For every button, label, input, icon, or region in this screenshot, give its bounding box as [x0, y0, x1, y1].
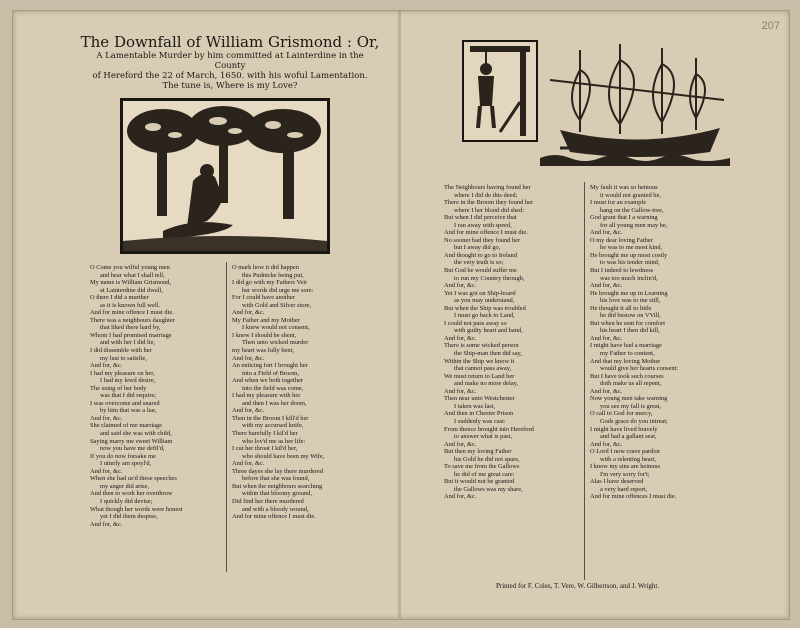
verse-line: She claimed of me marriage: [90, 422, 163, 430]
verse-line: yet I did them despise,: [100, 513, 158, 521]
verse-line: where I did do this deed;: [454, 191, 518, 199]
title-tune: The tune is, Where is my Love?: [162, 81, 298, 91]
verse-line: And for, &c.: [90, 414, 123, 422]
printer-imprint: Printed for F. Coles, T. Vere, W. Gilbertson, and J. Wright.: [496, 582, 660, 590]
verse-line: O Come you wilful young men: [90, 264, 170, 271]
verse-line: Now young men take warning: [590, 395, 668, 403]
verse-line: My name is William Grismond,: [90, 279, 172, 287]
verse-line: I had my pleasure on her,: [90, 369, 155, 377]
verse-line: And for, &c.: [444, 334, 477, 342]
verse-line: as it is known full well.: [100, 301, 160, 309]
verse-line: My fault it was so heinous: [590, 184, 658, 191]
verse-line: God grant that I a warning: [590, 214, 658, 222]
verse-column-2: [232, 264, 382, 521]
verse-line: that liked there hard by,: [100, 324, 161, 332]
verse-line: who should have been my Wife,: [242, 452, 325, 460]
verse-line: with a relenting heart,: [600, 455, 657, 463]
verse-line: his heart I then did kill,: [600, 327, 660, 335]
verse-line: Whom I had promised marriage: [90, 331, 172, 339]
verse-line: and then I was her doom,: [242, 399, 307, 407]
verse-line: And for mine offence I must die.: [444, 229, 528, 237]
verse-line: And for mine offence I must die.: [90, 309, 174, 317]
verse-line: O Lord I now crave pardon: [590, 448, 660, 456]
verse-line: From thence brought into Hereford: [444, 425, 534, 433]
verse-line: But God he would suffer me: [444, 267, 517, 275]
verse-line: with my accursed knife,: [242, 422, 304, 430]
verse-line: and had a gallant seat,: [600, 433, 657, 441]
verse-line: my anger did arise,: [100, 482, 149, 490]
verse-line: When she had us'd these speeches: [90, 475, 177, 483]
verse-line: I must for an example: [590, 199, 647, 207]
verse-line: But I indeed to lewdness: [590, 267, 654, 275]
verse-line: And when we both together: [232, 377, 303, 385]
verse-line: And for, &c.: [232, 354, 265, 362]
verse-line: For I could have another: [232, 294, 295, 302]
verse-line: I taken was last,: [454, 402, 496, 410]
verse-line: O call to God for mercy,: [590, 410, 653, 418]
verse-line: at Lainterdine did dwell,: [100, 286, 163, 294]
ship-woodcut-image: [540, 40, 730, 180]
verse-line: and hear what I shall tell,: [100, 271, 165, 279]
verse-line: her words did urge me sore:: [242, 286, 314, 294]
verse-line: And for, &c.: [590, 229, 623, 237]
verse-line: but I away did go,: [454, 244, 501, 252]
verse-line: the very truth is so;: [454, 259, 504, 267]
verse-line: The Neighbours having found her: [444, 184, 531, 191]
verse-line: And for, &c.: [590, 334, 623, 342]
verse-line: to run my Country through,: [454, 274, 525, 282]
verse-line: Gods grace do you intreat;: [600, 417, 668, 425]
page-number: 207: [761, 20, 780, 32]
verse-line: He thought it all to little: [590, 304, 652, 312]
verse-line: to was his tender mind,: [600, 259, 660, 267]
verse-line: into the field was come,: [242, 384, 304, 392]
verse-line: What though her words were honest: [90, 505, 183, 513]
verse-line: I had my pleasure with her: [232, 392, 301, 400]
verse-line: The using of her body: [90, 384, 147, 392]
verse-line: Then near unto Westchester: [444, 395, 515, 403]
verse-line: with guilty heart and hand,: [454, 327, 523, 335]
verse-line: his love was to me still,: [600, 297, 661, 305]
verse-line: and make no more delay,: [454, 380, 518, 388]
verse-line: for all young men may be,: [600, 221, 668, 229]
verse-line: my lust to satisfie,: [100, 354, 147, 362]
verse-line: I had my lewd desire,: [100, 377, 156, 385]
verse-line: Then in the Broom I kill'd her: [232, 414, 309, 422]
murder-woodcut-image: [120, 98, 330, 254]
verse-line: doth make us all repent,: [600, 380, 662, 388]
verse-line: Alas I have deserved: [590, 478, 644, 486]
verse-line: this Pudnicke being put,: [242, 271, 304, 279]
verse-line: I ran away with speed,: [454, 221, 512, 229]
verse-line: We must return to Land her: [444, 372, 515, 380]
verse-line: And for, &c.: [90, 520, 123, 528]
verse-line: O there I did a murther: [90, 294, 149, 302]
verse-column-1: [90, 264, 218, 528]
verse-line: I knew would not consent,: [242, 324, 310, 332]
verse-line: was that I did require;: [100, 392, 157, 400]
verse-line: And then in Chester Prison: [444, 410, 514, 418]
verse-line: There was a neighbours daughter: [90, 316, 175, 324]
verse-line: O mark how it did happen: [232, 264, 299, 271]
verse-line: his Gold he did not spare,: [454, 455, 520, 463]
verse-line: But when I did perceive that: [444, 214, 517, 222]
verse-line: There barefully I kil'd her: [232, 430, 298, 438]
verse-line: I'm very sorry for't;: [600, 470, 650, 478]
verse-line: into a Field of Broom,: [242, 369, 299, 377]
verse-line: with Gold and Silver store,: [242, 301, 312, 309]
verse-line: who lov'd me as her life:: [242, 437, 306, 445]
verse-line: he was to me most kind,: [600, 244, 663, 252]
verse-line: the Gallows was my share,: [454, 485, 523, 493]
verse-line: To save me from the Gallows: [444, 463, 520, 471]
verse-line: No sooner had they found her: [444, 236, 521, 244]
center-fold: [398, 10, 401, 618]
verse-line: I did go with my Fathers Veir: [232, 279, 308, 287]
verse-line: And for, &c.: [90, 467, 123, 475]
verse-line: And for, &c.: [444, 282, 477, 290]
verse-line: my Father to content,: [600, 350, 655, 358]
verse-line: And for, &c.: [590, 387, 623, 395]
verse-line: I cut her throat I kil'd her,: [232, 445, 298, 453]
verse-line: I might have had a marriage: [590, 342, 662, 350]
verse-line: I might have lived bravely: [590, 425, 658, 433]
verse-line: as you may understand,: [454, 297, 515, 305]
verse-line: And for mine offences I must die.: [590, 493, 677, 501]
verse-line: I know my sins are heinous: [590, 463, 661, 471]
verse-line: And for, &c.: [232, 460, 265, 468]
verse-line: that cannot pass away,: [454, 365, 512, 373]
verse-line: And for, &c.: [232, 407, 265, 415]
column-divider-left: [226, 262, 227, 572]
gallows-woodcut-image: [462, 40, 538, 142]
verse-line: And for, &c.: [590, 440, 623, 448]
verse-line: where I her blood did shed:: [454, 206, 525, 214]
verse-line: And then to work her overthrow: [90, 490, 173, 498]
verse-column-4: [590, 184, 740, 501]
verse-column-3: [444, 184, 582, 501]
verse-line: And for, &c.: [90, 362, 123, 370]
verse-line: was too much inclin'd,: [600, 274, 658, 282]
verse-line: I suddenly was cast:: [454, 417, 506, 425]
verse-line: There in the Broom they found her: [444, 199, 534, 207]
verse-line: before that she was found,: [242, 475, 310, 483]
verse-line: And for mine offence I must die.: [232, 513, 316, 521]
verse-line: I utterly am spoyl'd,: [100, 460, 152, 468]
verse-line: But I have took such courses: [590, 372, 664, 380]
ballad-title: [80, 34, 380, 91]
verse-line: it would not granted be,: [600, 191, 661, 199]
verse-line: And that my loving Mother: [590, 357, 661, 365]
verse-line: by him that was a liar,: [100, 407, 157, 415]
verse-line: Then unto wicked murder: [242, 339, 309, 347]
verse-line: If you do now forsake me: [90, 452, 156, 460]
verse-line: the Ship-man then did say,: [454, 350, 522, 358]
verse-line: And for, &c.: [444, 440, 477, 448]
verse-line: Within the Ship we know it: [444, 357, 515, 365]
verse-line: I did dissemble with her: [90, 347, 152, 355]
verse-line: And for, &c.: [444, 493, 477, 501]
title-line-3: of Hereford the 22 of March, 1650. with his woful Lamentation.: [92, 71, 368, 81]
verse-line: within that bloomy ground,: [242, 490, 312, 498]
verse-line: And for, &c.: [232, 309, 265, 317]
verse-line: But when the neighbours searching: [232, 482, 323, 490]
verse-line: He brought me up in Learning: [590, 289, 668, 297]
verse-line: An enticing fort I brought her: [232, 362, 308, 370]
verse-line: he did of me great care:: [454, 470, 515, 478]
verse-line: But when he sent for comfort: [590, 319, 666, 327]
title-line-2: A Lamentable Murder by him committed at Lainterdine in the County: [96, 51, 364, 71]
verse-line: But when the Ship was troubled: [444, 304, 526, 312]
verse-line: would give her hearts consent:: [600, 365, 679, 373]
verse-line: a very hard report,: [600, 485, 648, 493]
verse-line: and with her I did lie,: [100, 339, 156, 347]
verse-line: you see my fall is great,: [600, 402, 662, 410]
verse-line: Did find her there murdered: [232, 497, 304, 505]
verse-line: and said she was with child,: [100, 430, 172, 438]
verse-line: I knew I should be shent,: [232, 331, 297, 339]
verse-line: I was overcome and snared: [90, 399, 160, 407]
verse-line: I quickly did devise;: [100, 497, 153, 505]
verse-line: And for, &c.: [590, 282, 623, 290]
verse-line: But then my loving Father: [444, 448, 512, 456]
verse-line: to answer what is past,: [454, 433, 513, 441]
verse-line: He brought me up most costly: [590, 251, 668, 259]
verse-line: my heart was fully bent,: [232, 347, 294, 355]
verse-line: And thought to go to Ireland: [444, 251, 517, 259]
verse-line: But it would not be granted: [444, 478, 515, 486]
verse-line: now you have me defil'd,: [100, 445, 165, 453]
verse-line: Three dayes she lay there murdered: [232, 467, 324, 475]
verse-line: O my dear loving Father: [590, 236, 653, 244]
verse-line: Saying marry me sweet William: [90, 437, 173, 445]
verse-line: I must go back to Land,: [454, 312, 515, 320]
verse-line: he did bestow on VVill,: [600, 312, 661, 320]
verse-line: I could not pass away so: [444, 319, 507, 327]
verse-line: hang on the Gallow-tree,: [600, 206, 664, 214]
verse-line: There is some wicked person: [444, 342, 519, 350]
verse-line: and with a bloody wound,: [242, 505, 309, 513]
verse-line: Yet I was got on Ship-board: [444, 289, 516, 297]
column-divider-right: [584, 182, 585, 580]
title-main: The Downfall of William Grismond : Or,: [80, 33, 380, 51]
verse-line: And for, &c.: [444, 387, 477, 395]
verse-line: My Father and my Mother: [232, 316, 300, 324]
